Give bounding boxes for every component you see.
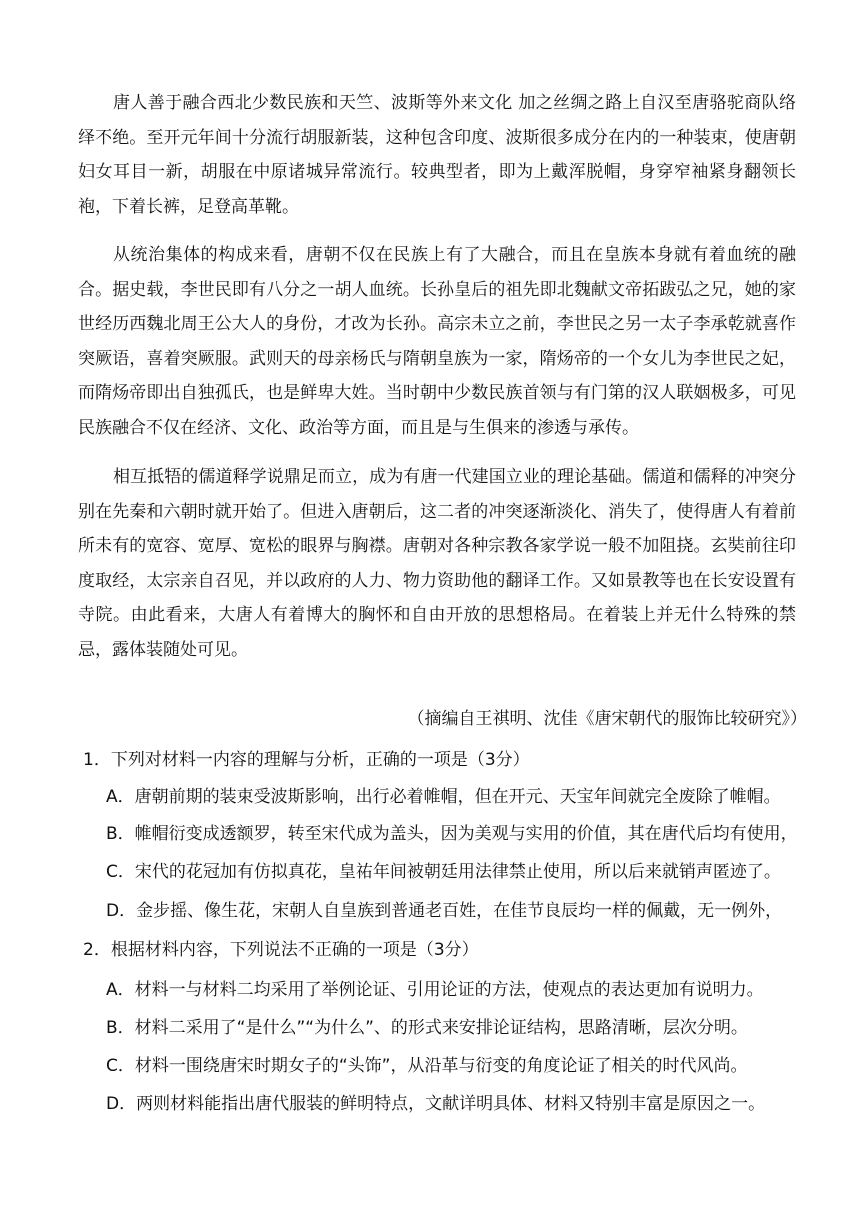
passage-paragraph-1: 唐人善于融合西北少数民族和天竺、波斯等外来文化 加之丝绸之路上自汉至唐骆驼商队络绎不绝。至开元年间十分流行胡服新装，这种包含印度、波斯很多成分在内的一种装束，使唐朝妇女耳目一新，胡服在中原诸城异常流行。较典型者，即为上戴浑脱帽，身穿窄袖紧身翻领长袍，下着长裤，足登高革靴。 xyxy=(78,93,796,217)
passage-paragraph-2: 从统治集体的构成来看，唐朝不仅在民族上有了大融合，而且在皇族本身就有着血统的融合。据史载，李世民即有八分之一胡人血统。长孙皇后的祖先即北魏献文帝拓跋弘之兄，她的家世经历西魏北周王公大人的身份，才改为长孙。高宗未立之前，李世民之另一太子李承乾就喜作突厥语，喜着突厥服。武则天的母亲杨氏与隋朝皇族为一家，隋炀帝的一个女儿为李世民之妃，而隋炀帝即出自独孤氏，也是鲜卑大姓。当时朝中少数民族首领与有门第的汉人联姻极多，可见民族融合不仅在经济、文化、政治等方面，而且是与生俱来的渗透与承传。 xyxy=(78,245,796,438)
question-1-option-c: C．宋代的花冠加有仿拟真花，皇祐年间被朝廷用法律禁止使用，所以后来就销声匿迹了。 xyxy=(106,862,781,882)
question-1-option-b: B．帷帽衍变成透额罗，转至宋代成为盖头，因为美观与实用的价值，其在唐代后均有使用， xyxy=(106,824,798,844)
question-1-option-d: D．金步摇、像生花，宋朝人自皇族到普通老百姓，在佳节良辰均一样的佩戴，无一例外， xyxy=(106,901,783,921)
question-2-option-c: C．材料一围绕唐宋时期女子的“头饰”，从沿革与衍变的角度论证了相关的时代风尚。 xyxy=(106,1056,748,1076)
passage-source: （摘编自王祺明、沈佳《唐宋朝代的服饰比较研究》） xyxy=(407,709,807,729)
passage-paragraph-3: 相互抵牾的儒道释学说鼎足而立，成为有唐一代建国立业的理论基础。儒道和儒释的冲突分别在先秦和六朝时就开始了。但进入唐朝后，这二者的冲突逐渐淡化、消失了，使得唐人有着前所未有的宽容、宽厚、宽松的眼界与胸襟。唐朝对各种宗教各家学说一般不加阻挠。玄奘前往印度取经，太宗亲自召见，并以政府的人力、物力资助他的翻译工作。又如景教等也在长安设置有寺院。由此看来，大唐人有着博大的胸怀和自由开放的思想格局。在着装上并无什么特殊的禁忌，露体装随处可见。 xyxy=(78,467,796,660)
question-2-option-d: D．两则材料能指出唐代服装的鲜明特点，文献详明具体、材料又特别丰富是原因之一。 xyxy=(106,1094,766,1114)
question-1-stem: 1．下列对材料一内容的理解与分析，正确的一项是（3分） xyxy=(83,750,530,770)
question-1-option-a: A．唐朝前期的装束受波斯影响，出行必着帷帽，但在开元、天宝年间就完全废除了帷帽。 xyxy=(106,787,781,807)
question-2-option-a: A．材料一与材料二均采用了举例论证、引用论证的方法，使观点的表达更加有说明力。 xyxy=(106,980,764,1000)
question-2-stem: 2．根据材料内容，下列说法不正确的一项是（3分） xyxy=(83,940,479,960)
question-2-option-b: B．材料二采用了“是什么”“为什么”、的形式来安排论证结构，思路清晰，层次分明。 xyxy=(106,1018,748,1038)
